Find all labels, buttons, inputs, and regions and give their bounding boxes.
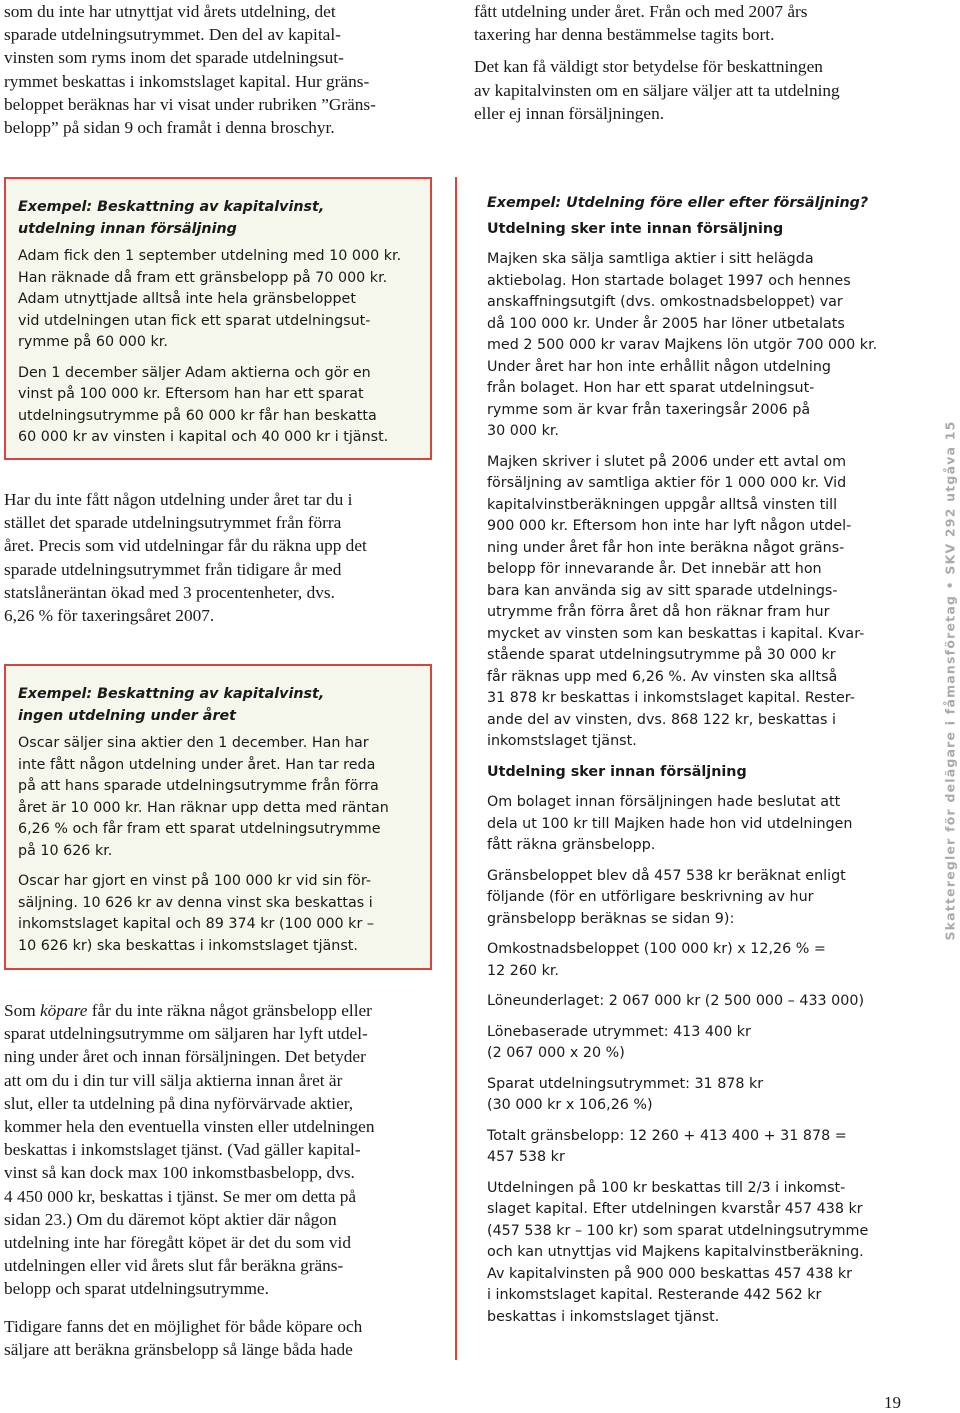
running-side-title: Skatteregler för delägare i fåmansföretag • SKV 292 utgåva 15	[942, 419, 958, 941]
example-box-title: Exempel: Beskattning av kapitalvinst, utdelning innan försäljning	[18, 199, 325, 237]
example-title: Exempel: Utdelning före eller efter försäljning?	[487, 195, 869, 211]
example-box-body	[18, 733, 420, 957]
buyer-paragraph-rest: får du inte räkna något gränsbelopp eller sparat utdelningsutrymme om säljaren har lyft utdel- ning under året och innan försäljningen. Det betyder att om du i din tur vill sälja aktierna innan året är slut, eller ta utdelning på dina nyförvärvade aktier, kommer hela den eventuella vinsten eller utdelningen beskattas i inkomstslaget tjänst. (Vad gäller kapital- vinst så kan dock max 100 inkomstbasbelopp, dvs. 4 450 000 kr, beskattas i tjänst. Se mer om detta på sidan 23.) Om du däremot köpt aktier där någon utdelning inte har föregått köpet är det du som vid utdelningen eller vid årets slut får beräkna gräns- belopp och sparat utdelningsutrymme.	[4, 1001, 375, 1299]
example-paragraph: Den 1 december säljer Adam aktierna och gör en vinst på 100 000 kr. Eftersom han har ett sparat utdelningsutrymme på 60 000 kr får han beskatta 60 000 kr av vinsten i kapital och 40 000 kr i tjänst.	[18, 364, 389, 445]
conclusion-paragraph: Utdelningen på 100 kr beskattas till 2/3 i inkomst- slaget kapital. Efter utdelningen kvarstår 457 438 kr (457 538 kr – 100 kr) som sparat utdelningsutrymme och kan utnyttjas vid Majkens kapitalvinstberäkning. Av kapitalvinsten på 900 000 beskattas 457 438 kr i inkomstslaget kapital. Resterande 442 562 kr beskattas i inkomstslaget tjänst.	[487, 1179, 869, 1325]
rule-removed-paragraph: fått utdelning under året. Från och med 2007 års taxering har denna bestämmelse tagits bort.	[474, 2, 808, 45]
intro-paragraph: som du inte har utnyttjat vid årets utdelning, det sparade utdelningsutrymmet. Den del av kapital- vinsten som ryms inom det sparade utdelningsut- rymmet beskattas i inkomstslaget kapital. Hur gräns- beloppet beräknas har vi visat under rubriken ”Gräns- belopp” på sidan 9 och framåt i denna broschyr.	[4, 2, 376, 138]
buyer-emphasis: köpare	[40, 1001, 88, 1020]
example-paragraph: Oscar har gjort en vinst på 100 000 kr vid sin för- säljning. 10 626 kr av denna vinst ska beskattas i inkomstslaget kapital och 89 374 kr (100 000 kr – 10 626 kr) ska beskattas i inkomstslaget tjänst.	[18, 873, 375, 954]
buyer-paragraph-start: Som	[4, 1001, 41, 1020]
example-paragraph: Gränsbeloppet blev då 457 538 kr beräknat enligt följande (för en utförligare beskrivning av hur gränsbelopp beräknas se sidan 9):	[487, 867, 846, 927]
example-paragraph: Adam fick den 1 september utdelning med 10 000 kr. Han räknade då fram ett gränsbelopp på 70 000 kr. Adam utnyttjade alltså inte hela gränsbeloppet vid utdelningen utan fick ett sparat utdelningsut- rymme på 60 000 kr.	[18, 248, 402, 350]
calculation-line: Lönebaserade utrymmet: 413 400 kr (2 067 000 x 20 %)	[487, 1023, 751, 1061]
example-box-body	[18, 246, 420, 449]
example-box-no-dividend	[4, 664, 432, 970]
no-dividend-paragraph: Har du inte fått någon utdelning under året tar du i stället det sparade utdelningsutrymmet från förra året. Precis som vid utdelningar får du räkna upp det sparade utdelningsutrymmet från tidigare år med statslåneräntan ökad med 3 procentenheter, dvs. 6,26 % för taxeringsåret 2007.	[4, 490, 367, 626]
example-paragraph: Majken skriver i slutet på 2006 under ett avtal om försäljning av samtliga aktier för 1 000 000 kr. Vid kapitalvinstberäkningen uppgår alltså vinsten till 900 000 kr. Eftersom hon inte har lyft någon utdel- ning under året får hon inte beräkna något gräns- belopp för innevarande år. Det innebär att hon bara kan använda sig av sitt sparade utdelnings- utrymme från förra året då hon räknar fram hur mycket av vinsten som kan beskattas i kapital. Kvar- stående sparat utdelningsutrymme på 30 000 kr får räknas upp med 6,26 %. Av vinsten ska alltså 31 878 kr beskattas i inkomstslaget kapital. Rester- ande del av vinsten, dvs. 868 122 kr, beskattas i inkomstslaget tjänst.	[487, 453, 865, 749]
example-paragraph: Om bolaget innan försäljningen hade beslutat att dela ut 100 kr till Majken hade hon vid utdelningen fått räkna gränsbelopp.	[487, 794, 853, 853]
example-rule-line	[455, 177, 457, 1360]
buyer-paragraph	[4, 999, 432, 1301]
example-majken	[487, 193, 907, 1337]
example-box-title: Exempel: Beskattning av kapitalvinst, ingen utdelning under året	[18, 686, 325, 724]
calculation-line: Löneunderlaget: 2 067 000 kr (2 500 000 – 433 000)	[487, 993, 865, 1009]
page-number: 19	[884, 1393, 901, 1412]
impact-paragraph: Det kan få väldigt stor betydelse för beskattningen av kapitalvinsten om en säljare väljer att ta utdelning eller ej innan försäljningen.	[474, 57, 840, 123]
right-intro	[474, 0, 914, 125]
history-paragraph: Tidigare fanns det en möjlighet för både köpare och säljare att beräkna gränsbelopp så länge båda hade	[4, 1317, 363, 1360]
calculation-line: Sparat utdelningsutrymmet: 31 878 kr (30 000 kr x 106,26 %)	[487, 1075, 764, 1113]
section-heading-dividend: Utdelning sker innan försäljning	[487, 763, 747, 780]
section-heading-no-dividend: Utdelning sker inte innan försäljning	[487, 220, 784, 237]
example-paragraph: Oscar säljer sina aktier den 1 december. Han har inte fått någon utdelning under året. Han tar reda på att hans sparade utdelningsutrymme från förra året är 10 000 kr. Han räknar upp detta med räntan 6,26 % och får fram ett sparat utdelningsutrymme på 10 626 kr.	[18, 735, 389, 859]
example-paragraph: Majken ska sälja samtliga aktier i sitt helägda aktiebolag. Hon startade bolaget 1997 och hennes anskaffningsutgift (dvs. omkostnadsbeloppet) var då 100 000 kr. Under år 2005 har löner utbetalats med 2 500 000 kr varav Majkens lön utgör 700 000 kr. Under året har hon inte erhållit någon utdelning från bolaget. Hon har ett sparat utdelningsut- rymme som är kvar från taxeringsår 2006 på 30 000 kr.	[487, 251, 878, 439]
calculation-line: Totalt gränsbelopp: 12 260 + 413 400 + 31 878 = 457 538 kr	[487, 1127, 847, 1165]
calculation-line: Omkostnadsbeloppet (100 000 kr) x 12,26 % = 12 260 kr.	[487, 941, 826, 979]
example-box-dividend-before-sale	[4, 177, 432, 460]
